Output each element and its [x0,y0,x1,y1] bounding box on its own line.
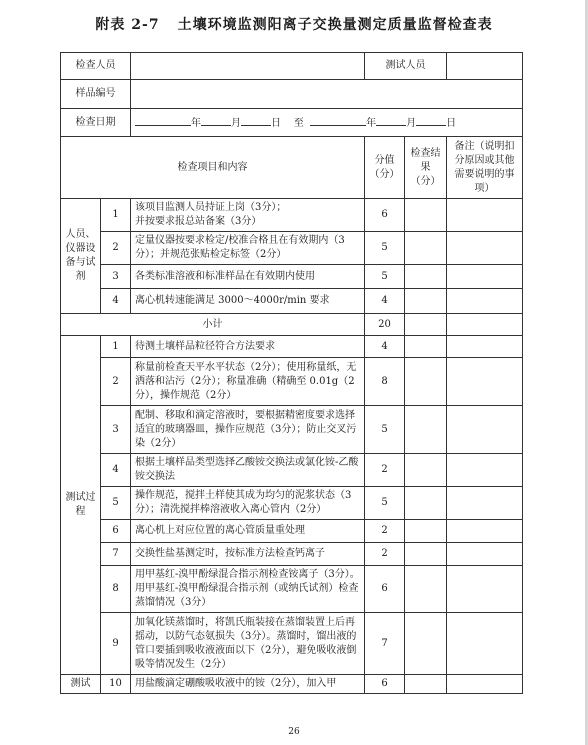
row-no: 2 [101,232,131,265]
title-text: 土壤环境监测阳离子交换量测定质量监督检查表 [177,17,493,33]
col-item: 检查项目和内容 [61,137,365,199]
remark-cell[interactable] [447,613,523,675]
remark-cell[interactable] [447,543,523,566]
row-score: 6 [365,199,405,232]
result-cell[interactable] [405,566,447,613]
table-row [61,336,523,358]
result-cell[interactable] [405,314,447,336]
row-text: 交换性盐基测定时，按标准方法检查钙离子 [131,543,365,566]
inspector-field[interactable] [131,53,365,80]
col-score: 分值（分） [365,137,405,199]
row-text: 待测土壤样品粒径符合方法要求 [131,336,365,358]
remark-cell[interactable] [447,232,523,265]
row-score: 6 [365,675,405,694]
row-no: 7 [101,543,131,566]
row-text: 用甲基红-溴甲酚绿混合指示剂检查铵离子（3分）。用甲基红-溴甲酚绿混合指示剂（或纳氏试剂）检查蒸馏情况（3分） [131,566,365,613]
date-row [61,109,523,137]
row-no: 2 [101,358,131,406]
row-score: 8 [365,358,405,406]
inspector-row [61,53,523,80]
remark-cell[interactable] [447,675,523,694]
row-score: 6 [365,566,405,613]
sample-label: 样品编号 [61,80,131,109]
table-row [61,675,523,694]
row-text: 配制、移取和滴定溶液时，要根据精密度要求选择适宜的玻璃器皿，操作应规范（3分）；防止交叉污染（2分） [131,406,365,454]
row-score: 2 [365,454,405,487]
row-text: 操作规范，搅拌土样使其成为均匀的泥浆状态（3分）；清洗搅拌棒溶液收入离心管内（2分） [131,487,365,520]
table-row [61,487,523,520]
row-text: 加氧化镁蒸馏时，将凯氏瓶装接在蒸馏装置上后再摇动，以防气态氨损失（3分）。蒸馏时，馏出液的管口要插到吸收液液面以下（2分），避免吸收液倒吸等情况发生（2分） [131,613,365,675]
table-row [61,454,523,487]
row-score: 7 [365,613,405,675]
row-text: 根据土壤样品类型选择乙酸铵交换法或氯化铵-乙酸铵交换法 [131,454,365,487]
remark-cell[interactable] [447,265,523,289]
table-row [61,543,523,566]
row-text: 称量前检查天平水平状态（2分）；使用称量纸，无洒落和沾污（2分）；称量准确（精确至 0.01g（2分），操作规范（2分） [131,358,365,406]
subtotal-row [61,314,523,336]
remark-cell[interactable] [447,520,523,543]
remark-cell[interactable] [447,199,523,232]
column-header-row [61,137,523,199]
date-field[interactable]: 年 月 日 至 年 月 日 [131,109,523,137]
col-result: 检查结果（分） [405,137,447,199]
row-no: 5 [101,487,131,520]
table-row [61,232,523,265]
sample-row [61,80,523,109]
table-row [61,358,523,406]
result-cell[interactable] [405,675,447,694]
remark-cell[interactable] [447,358,523,406]
remark-cell[interactable] [447,406,523,454]
inspection-table [60,52,523,694]
date-label: 检查日期 [61,109,131,137]
result-cell[interactable] [405,520,447,543]
inspector-label: 检查人员 [61,53,131,80]
tester-label: 测试人员 [365,53,447,80]
remark-cell[interactable] [447,336,523,358]
result-cell[interactable] [405,613,447,675]
appendix-number: 附表 2-7 [95,17,160,33]
row-score: 4 [365,336,405,358]
subtotal-label: 小计 [61,314,365,336]
row-no: 1 [101,199,131,232]
remark-cell[interactable] [447,454,523,487]
table-row [61,406,523,454]
page-title [0,14,588,34]
sample-field[interactable] [131,80,523,109]
result-cell[interactable] [405,454,447,487]
row-score: 2 [365,543,405,566]
row-text: 离心机转速能满足 3000～4000r/min 要求 [131,289,365,314]
group-label: 人员、仪器设备与试剂 [61,199,101,314]
remark-cell[interactable] [447,487,523,520]
remark-cell[interactable] [447,289,523,314]
row-no: 10 [101,675,131,694]
table-row [61,566,523,613]
result-cell[interactable] [405,199,447,232]
row-text: 各类标准溶液和标准样品在有效期内使用 [131,265,365,289]
table-row [61,520,523,543]
page-number: 26 [288,727,300,737]
subtotal-score: 20 [365,314,405,336]
row-text: 离心机上对应位置的离心管质量重处理 [131,520,365,543]
result-cell[interactable] [405,265,447,289]
result-cell[interactable] [405,289,447,314]
row-score: 2 [365,520,405,543]
row-text: 用盐酸滴定硼酸吸收液中的铵（2分），加入甲 [131,675,365,694]
result-cell[interactable] [405,487,447,520]
remark-cell[interactable] [447,566,523,613]
row-score: 5 [365,487,405,520]
group-label: 测试过程 [61,336,101,675]
table-row [61,265,523,289]
row-no: 1 [101,336,131,358]
result-cell[interactable] [405,358,447,406]
table-row [61,289,523,314]
table-row [61,613,523,675]
row-no: 8 [101,566,131,613]
row-score: 4 [365,289,405,314]
result-cell[interactable] [405,336,447,358]
group-label: 测试 [61,675,101,694]
row-no: 4 [101,454,131,487]
row-score: 5 [365,232,405,265]
row-no: 6 [101,520,131,543]
row-text: 定量仪器按要求检定/校准合格且在有效期内（3分）；并规范张贴检定标签（2分） [131,232,365,265]
table-row [61,199,523,232]
result-cell[interactable] [405,543,447,566]
row-score: 5 [365,406,405,454]
row-score: 5 [365,265,405,289]
row-no: 3 [101,265,131,289]
tester-field[interactable] [447,53,523,80]
row-no: 9 [101,613,131,675]
result-cell[interactable] [405,406,447,454]
row-no: 4 [101,289,131,314]
result-cell[interactable] [405,232,447,265]
col-remark: 备注（说明扣分原因或其他需要说明的事项） [447,137,523,199]
row-no: 3 [101,406,131,454]
remark-cell[interactable] [447,314,523,336]
row-text: 该项目监测人员持证上岗（3分）； 并按要求报总站备案（3分） [131,199,365,232]
